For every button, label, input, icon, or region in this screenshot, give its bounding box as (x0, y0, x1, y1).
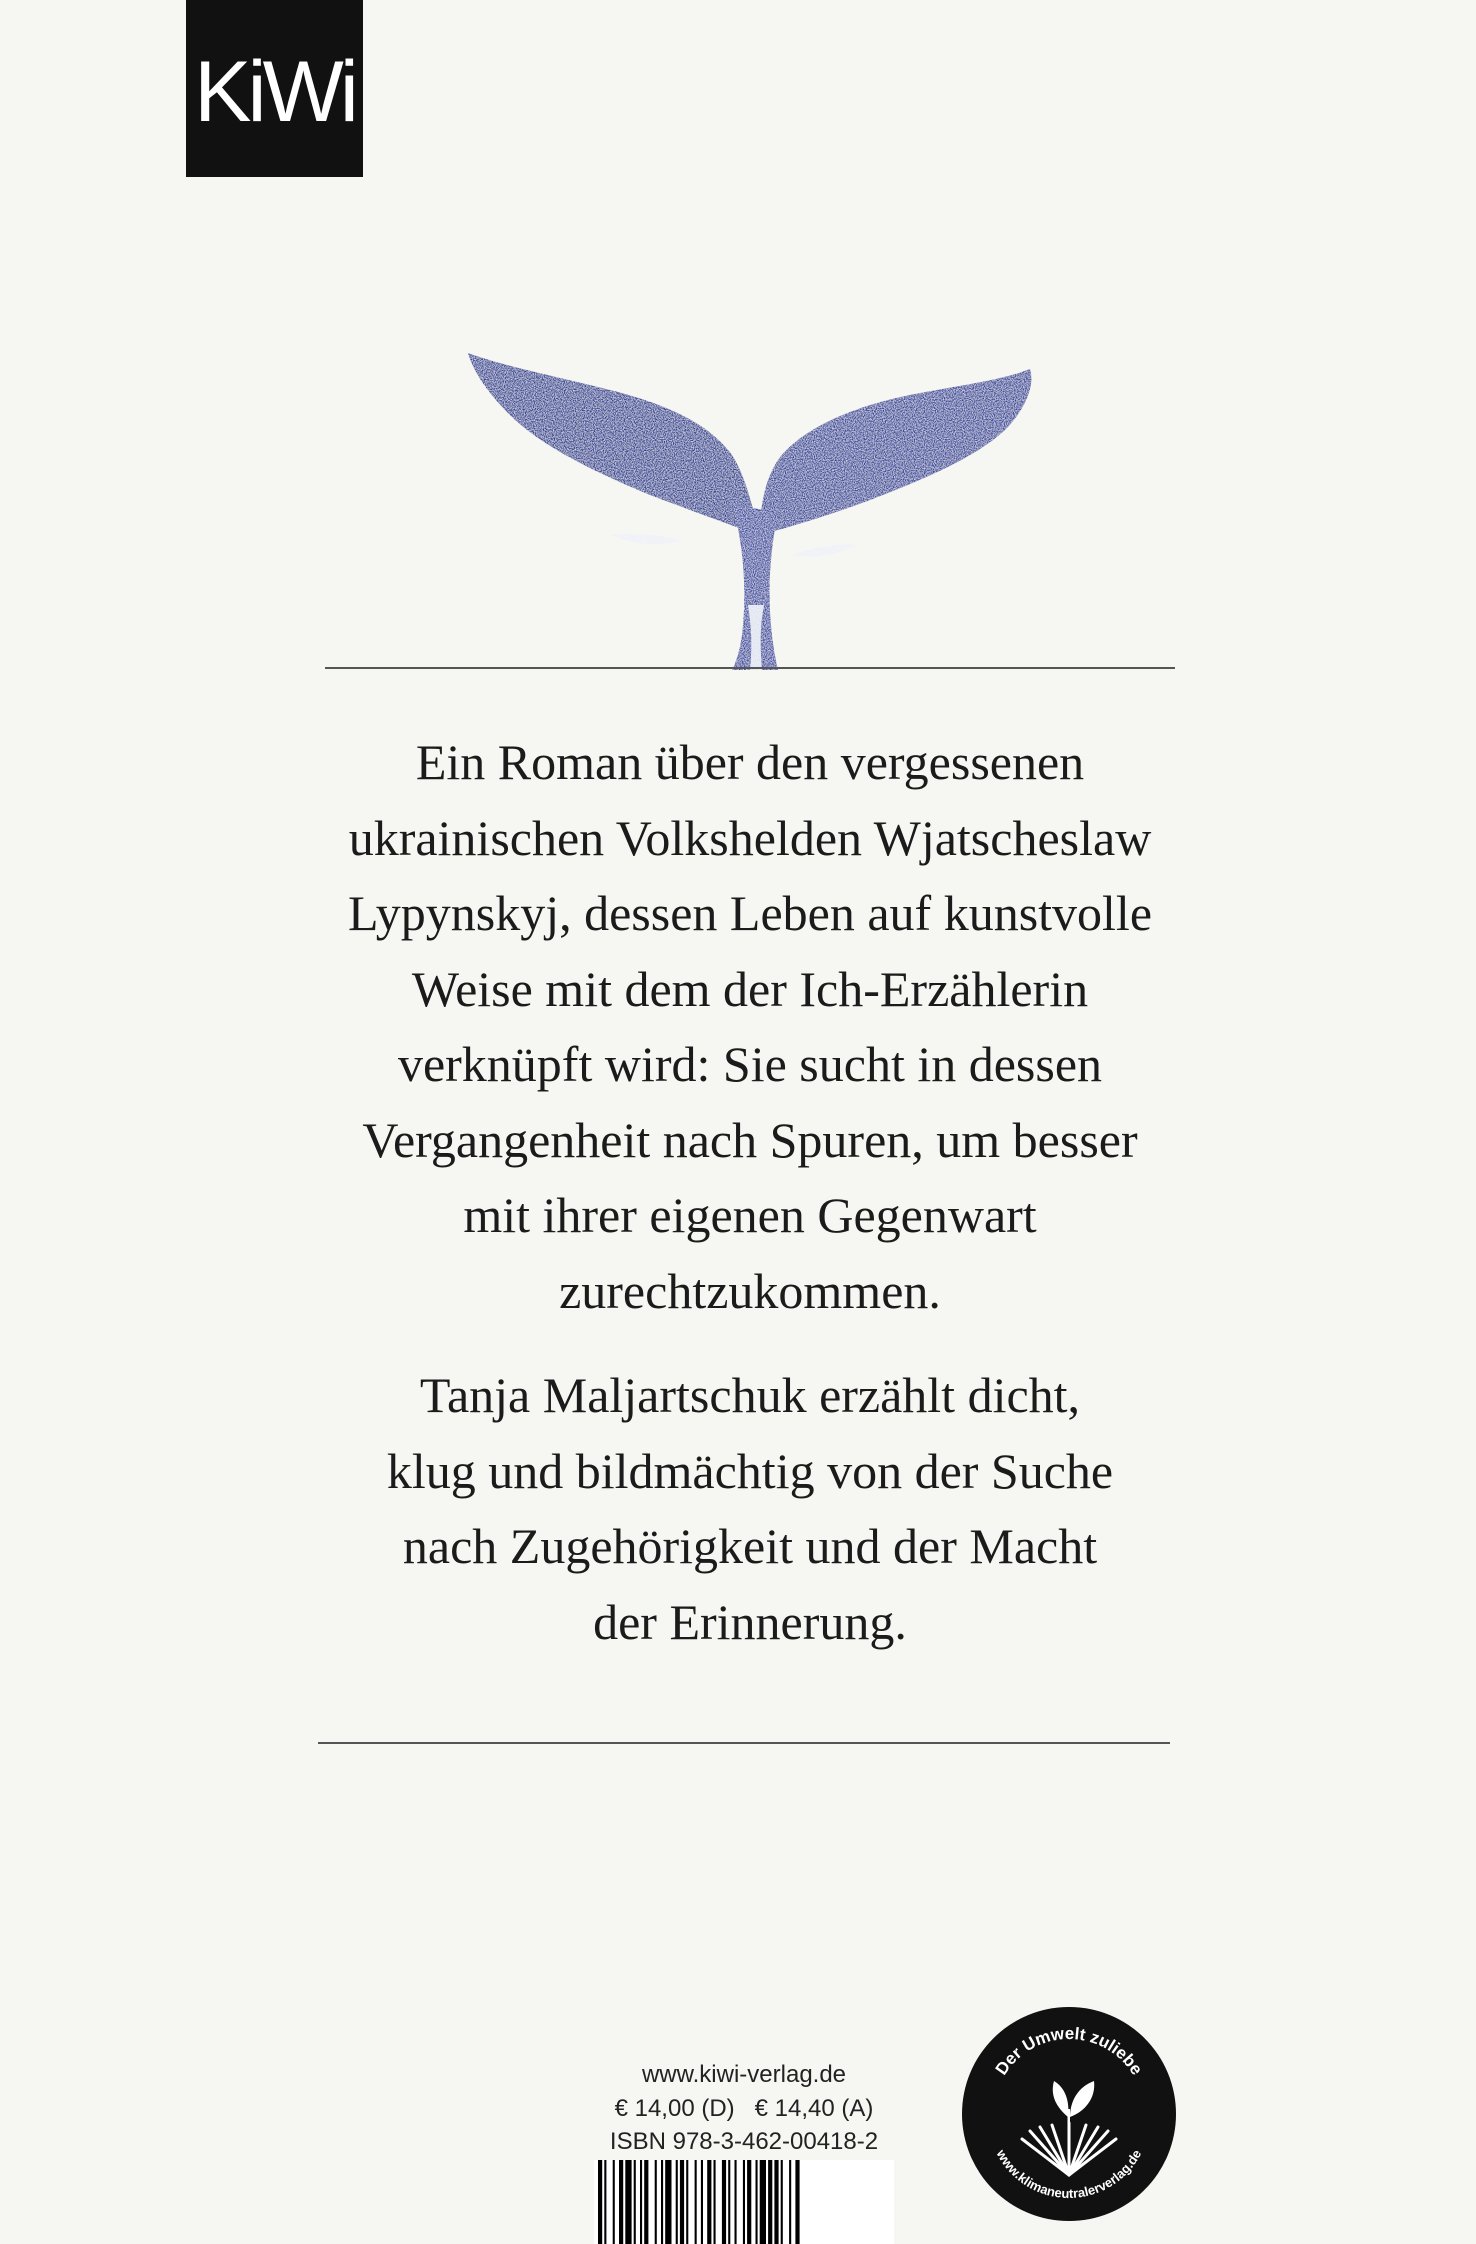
blurb-line: Tanja Maljartschuk erzählt dicht, (419, 1367, 1081, 1423)
blurb-line: der Erinnerung. (593, 1593, 907, 1650)
blurb-line: nach Zugehörigkeit und der Macht (402, 1518, 1098, 1574)
kiwi-logo: KiWi (186, 0, 363, 177)
blurb-line: mit ihrer eigenen Gegenwart (463, 1187, 1037, 1243)
whale-tail-illustration (460, 345, 1040, 670)
blurb-line: ukrainischen Volkshelden Wjatscheslaw (348, 809, 1152, 866)
bottom-divider (318, 1742, 1170, 1744)
price: € 14,00 (D) € 14,40 (A) (614, 2094, 874, 2122)
blurb-line: Vergangenheit nach Spuren, um besser (362, 1111, 1138, 1168)
isbn: ISBN 978-3-462-00418-2 (609, 2128, 879, 2155)
seal-top-text: Der Umwelt zuliebe (991, 2023, 1147, 2079)
blurb-paragraph-1 (300, 725, 1200, 1329)
barcode (594, 2160, 894, 2244)
blurb-line: klug und bildmächtig von der Suche (386, 1442, 1114, 1499)
blurb-paragraph-2 (300, 1358, 1200, 1660)
blurb-line: zurechtzukommen. (559, 1262, 941, 1319)
book-info (594, 2058, 894, 2159)
seal-bottom-text: www.klimaneutralerverlag.de (993, 2147, 1145, 2202)
website-url: www.kiwi-verlag.de (641, 2061, 847, 2088)
blurb-line: Lypynskyj, dessen Leben auf kunstvolle (347, 885, 1153, 941)
blurb-line: verknüpft wird: Sie sucht in dessen (397, 1036, 1103, 1092)
top-divider (325, 667, 1175, 669)
blurb-line: Weise mit dem der Ich-Erzählerin (411, 960, 1089, 1017)
blurb-line: Ein Roman über den vergessenen (415, 734, 1085, 790)
climate-neutral-seal (960, 2005, 1178, 2223)
